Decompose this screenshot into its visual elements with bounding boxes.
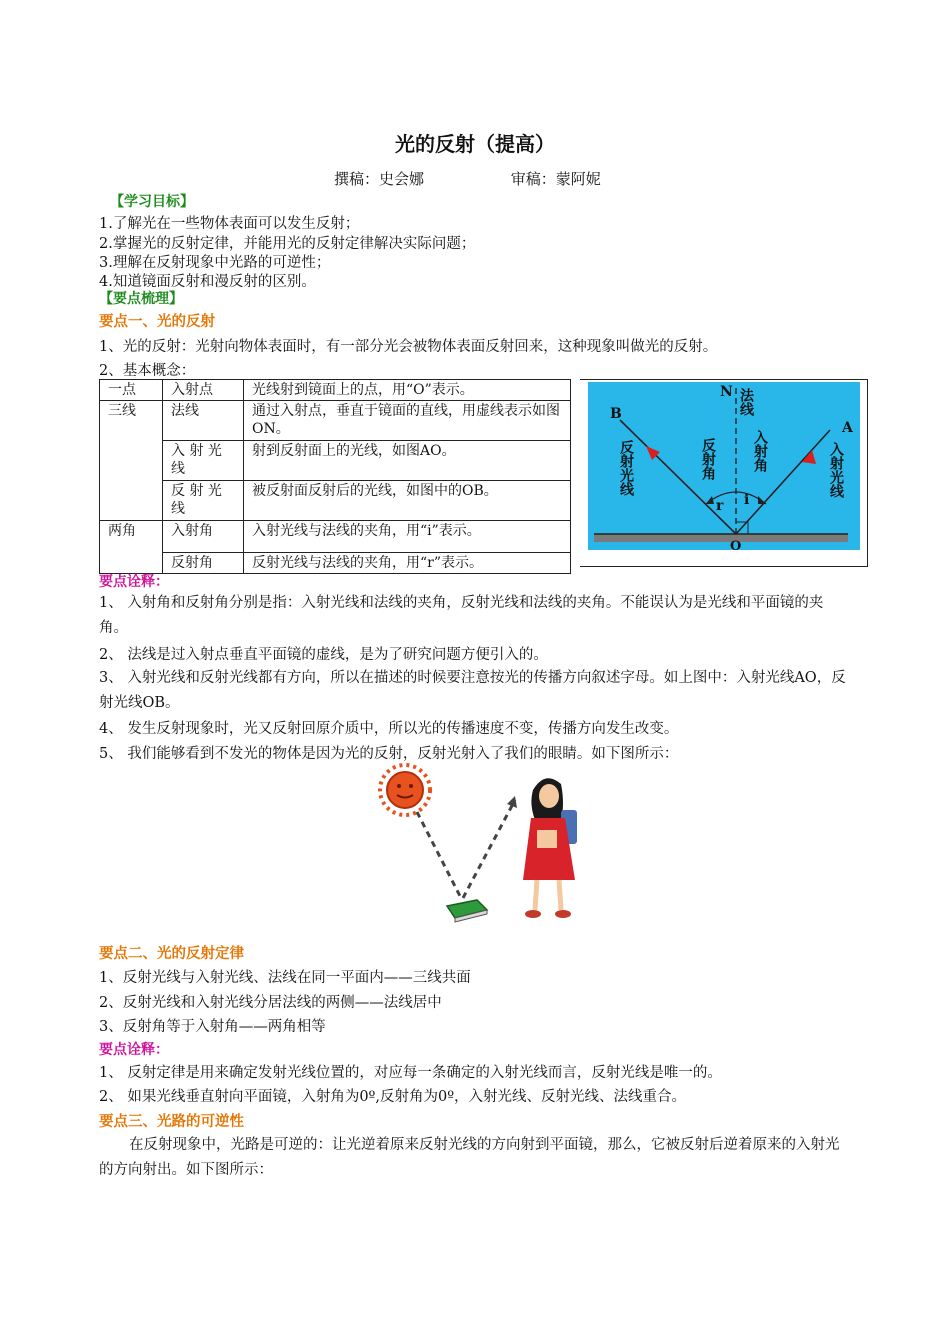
concepts-table	[99, 379, 571, 574]
term-cell: 法线	[163, 401, 244, 441]
def-cell: 反射光线与法线的夹角，用“r”表示。	[244, 553, 571, 574]
section3-text: 在反射现象中，光路是可逆的：让光逆着原来反射光线的方向射到平面镜，那么，它被反射后逆着原来的入射光的方向射出。如下图所示：	[99, 1137, 840, 1178]
section2-notes-heading: 要点诠释：	[99, 1042, 169, 1058]
note-item: 1、 入射角和反射角分别是指：入射光线和法线的夹角，反射光线和法线的夹角。不能误认为是光线和平面镜的夹角。	[99, 595, 824, 636]
law-item: 3、反射角等于入射角——两角相等	[99, 1019, 326, 1035]
section1-p1: 1、光的反射：光射向物体表面时，有一部分光会被物体表面反射回来，这种现象叫做光的反射。	[99, 339, 718, 355]
label-n: N	[720, 384, 733, 400]
note-item: 2、 法线是过入射点垂直平面镜的虚线，是为了研究问题方便引入的。	[99, 647, 548, 663]
term-cell: 入射点	[163, 380, 244, 401]
reflect-angle-text: 反射角	[700, 438, 716, 480]
section3-heading: 要点三、光路的可逆性	[99, 1114, 244, 1130]
diagram-frame	[580, 379, 868, 567]
def-cell: 光线射到镜面上的点，用“O”表示。	[244, 380, 571, 401]
note-item: 3、 入射光线和反射光线都有方向，所以在描述的时候要注意按光的传播方向叙述字母。如上图中：入射光线AO，反射光线OB。	[99, 670, 846, 711]
incident-angle-text: 入射角	[752, 430, 768, 472]
keypoints-heading: 【要点梳理】	[99, 291, 183, 307]
sun-icon	[380, 765, 430, 815]
section2-heading: 要点二、光的反射定律	[99, 946, 244, 962]
light-path-to-book	[417, 812, 461, 898]
def-cell: 被反射面反射后的光线，如图中的OB。	[244, 481, 571, 521]
illustration-sun-book-girl	[365, 760, 585, 932]
def-cell: 射到反射面上的光线，如图AO。	[244, 441, 571, 481]
section1-heading: 要点一、光的反射	[99, 314, 215, 330]
objective-item: 2.掌握光的反射定律，并能用光的反射定律解决实际问题；	[99, 236, 476, 252]
law-item: 1、反射光线与入射光线、法线在同一平面内——三线共面	[99, 970, 471, 986]
section1-notes-heading: 要点诠释：	[99, 574, 169, 590]
reflected-ray-text: 反射光线	[618, 440, 634, 496]
group-cell: 两角	[100, 521, 163, 574]
light-path-to-eye	[463, 800, 515, 898]
objectives-heading: 【学习目标】	[110, 194, 194, 210]
normal-text: 法线	[738, 388, 754, 416]
label-o: O	[730, 539, 742, 554]
incident-ray-text: 入射光线	[828, 442, 844, 498]
note-item: 5、 我们能够看到不发光的物体是因为光的反射，反射光射入了我们的眼睛。如下图所示：	[99, 746, 679, 762]
authors	[334, 168, 601, 189]
note-item: 1、 反射定律是用来确定发射光线位置的，对应每一条确定的入射光线而言，反射光线是唯一的。	[99, 1065, 722, 1081]
objective-item: 4.知道镜面反射和漫反射的区别。	[99, 274, 316, 290]
term-cell: 反射角	[163, 553, 244, 574]
objective-item: 3.理解在反射现象中光路的可逆性；	[99, 255, 331, 271]
page-title: 光的反射（提高）	[395, 132, 555, 156]
label-b: B	[610, 406, 622, 422]
group-cell: 一点	[100, 380, 163, 401]
writer: 撰稿：史会娜	[334, 170, 425, 188]
note-item: 4、 发生反射现象时，光又反射回原介质中，所以光的传播速度不变，传播方向发生改变。	[99, 721, 679, 737]
def-cell: 入射光线与法线的夹角，用“i”表示。	[244, 521, 571, 553]
section1-p2: 2、基本概念：	[99, 363, 196, 379]
def-cell: 通过入射点，垂直于镜面的直线，用虚线表示如图ON。	[244, 401, 571, 441]
term-cell: 入 射 光 线	[163, 441, 244, 481]
law-item: 2、反射光线和入射光线分居法线的两侧——法线居中	[99, 995, 442, 1011]
term-cell: 入射角	[163, 521, 244, 553]
label-i: i	[744, 492, 750, 508]
book-icon	[447, 900, 487, 922]
label-r: r	[716, 498, 724, 514]
objective-item: 1.了解光在一些物体表面可以发生反射；	[99, 216, 360, 232]
reviewer: 审稿：蒙阿妮	[510, 170, 601, 188]
term-cell: 反 射 光 线	[163, 481, 244, 521]
note-item: 2、 如果光线垂直射向平面镜，入射角为0º,反射角为0º，入射光线、反射光线、法线重合。	[99, 1089, 687, 1105]
group-cell: 三线	[100, 401, 163, 521]
girl-figure	[523, 778, 577, 918]
label-a: A	[842, 420, 853, 436]
reflection-diagram	[580, 380, 868, 568]
mirror	[594, 534, 848, 542]
